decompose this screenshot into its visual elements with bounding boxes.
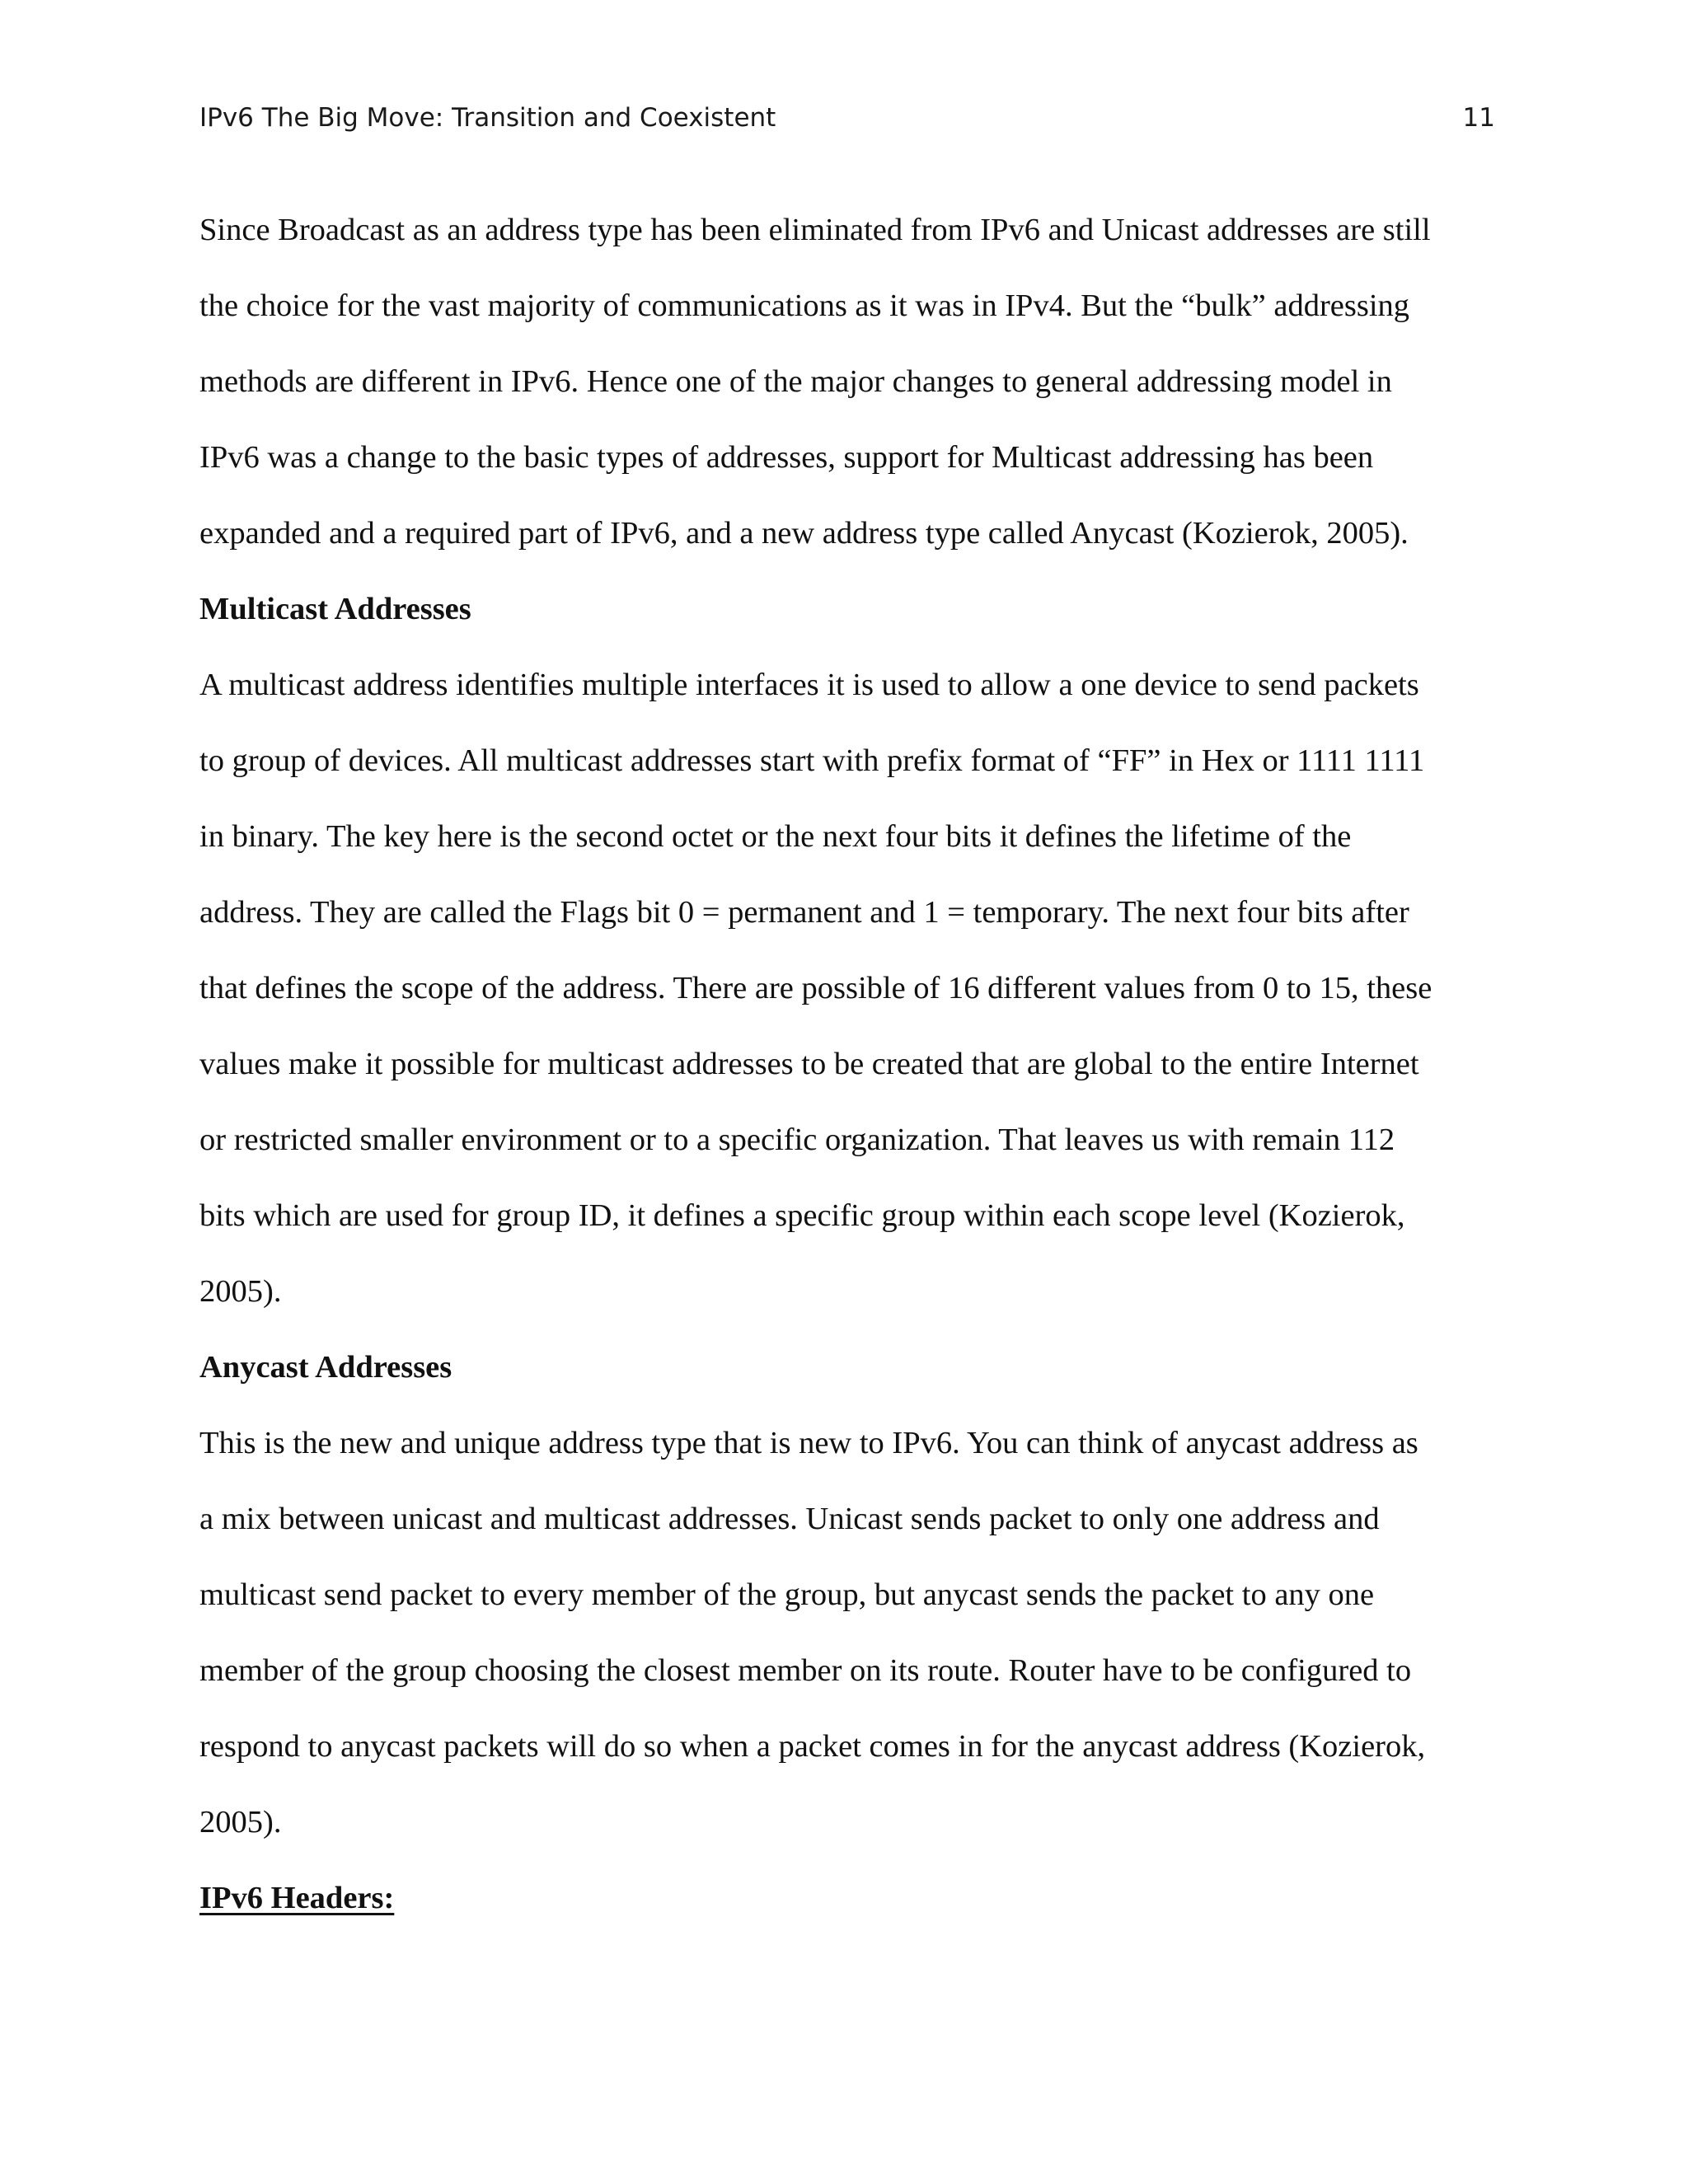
paragraph-line: expanded and a required part of IPv6, and a new address type called Anycast (Kozierok, 2005).	[199, 516, 1409, 551]
anycast-paragraph	[199, 1405, 1502, 1860]
page-body	[199, 192, 1502, 1936]
paragraph-line: member of the group choosing the closest member on its route. Router have to be configured to	[199, 1653, 1412, 1688]
multicast-paragraph	[199, 647, 1502, 1329]
paragraph-line: values make it possible for multicast addresses to be created that are global to the entire Internet	[199, 1047, 1419, 1081]
paragraph-line: This is the new and unique address type that is new to IPv6. You can think of anycast address as	[199, 1426, 1418, 1460]
paragraph-line: 2005).	[199, 1274, 282, 1309]
paragraph-line: that defines the scope of the address. There are possible of 16 different values from 0 to 15, these	[199, 971, 1432, 1005]
paragraph-line: a mix between unicast and multicast addresses. Unicast sends packet to only one address and	[199, 1502, 1380, 1536]
paragraph-line: Since Broadcast as an address type has been eliminated from IPv6 and Unicast addresses are still	[199, 213, 1431, 247]
anycast-heading: Anycast Addresses	[199, 1350, 452, 1385]
paragraph-line: the choice for the vast majority of communications as it was in IPv4. But the “bulk” addressing	[199, 288, 1410, 323]
ipv6-headers-heading	[199, 1860, 1502, 1936]
paragraph-line: bits which are used for group ID, it defines a specific group within each scope level (Kozierok,	[199, 1198, 1405, 1233]
paragraph-line: A multicast address identifies multiple interfaces it is used to allow a one device to send packets	[199, 668, 1419, 702]
running-title: IPv6 The Big Move: Transition and Coexistent	[199, 103, 776, 133]
paragraph-line: IPv6 was a change to the basic types of addresses, support for Multicast addressing has been	[199, 440, 1374, 475]
paragraph-line: address. They are called the Flags bit 0 = permanent and 1 = temporary. The next four bits after	[199, 895, 1409, 930]
running-header	[199, 97, 1495, 138]
multicast-heading: Multicast Addresses	[199, 592, 471, 626]
paragraph-line: in binary. The key here is the second octet or the next four bits it defines the lifetime of the	[199, 819, 1352, 854]
paragraph-line: methods are different in IPv6. Hence one of the major changes to general addressing model in	[199, 364, 1392, 399]
ipv6-headers-heading-text: IPv6 Headers:	[199, 1881, 395, 1915]
paragraph-line: multicast send packet to every member of the group, but anycast sends the packet to any one	[199, 1577, 1375, 1612]
paragraph-line: or restricted smaller environment or to a specific organization. That leaves us with remain 112	[199, 1122, 1395, 1157]
paragraph-line: respond to anycast packets will do so when a packet comes in for the anycast address (Kozierok,	[199, 1729, 1426, 1764]
intro-paragraph	[199, 192, 1502, 571]
paragraph-line: 2005).	[199, 1805, 282, 1840]
page-number: 11	[1462, 103, 1495, 133]
paragraph-line: to group of devices. All multicast addresses start with prefix format of “FF” in Hex or 1111 1111	[199, 743, 1425, 778]
